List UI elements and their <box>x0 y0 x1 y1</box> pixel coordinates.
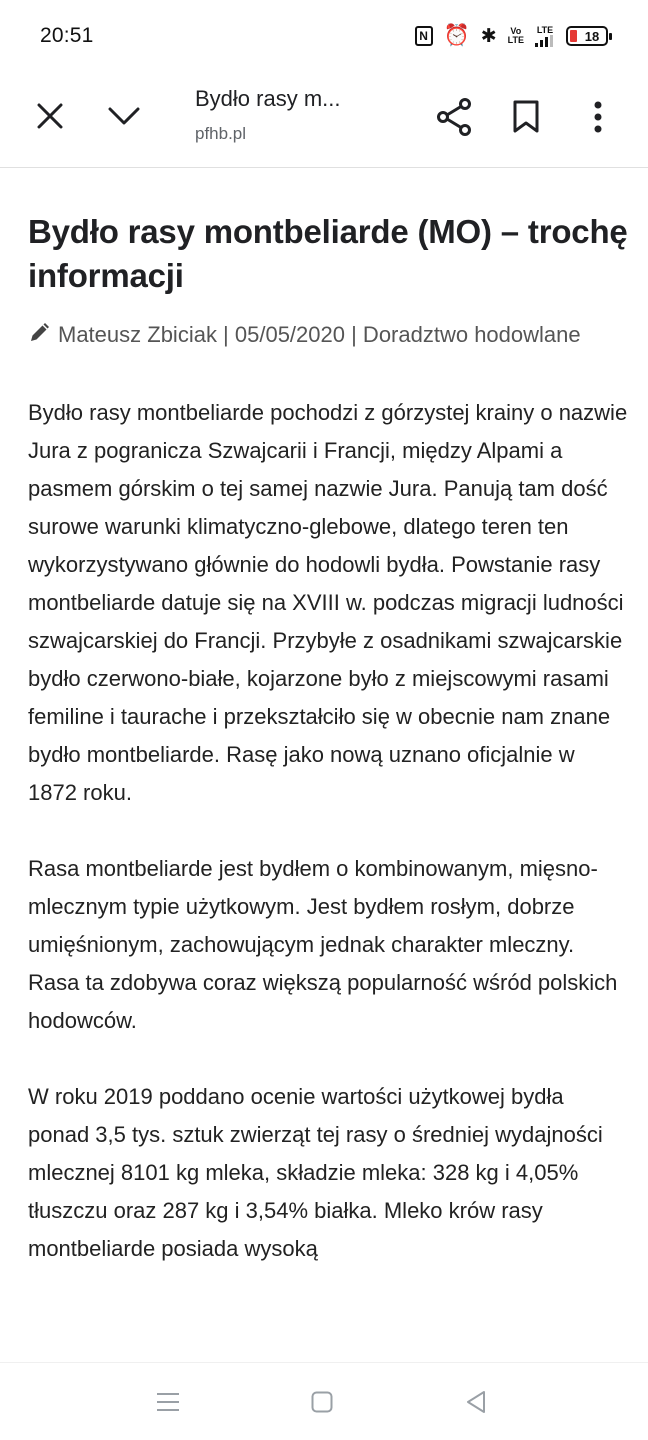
article-paragraph: W roku 2019 poddano ocenie wartości użytkowej bydła ponad 3,5 tys. sztuk zwierząt tej rasy o średniej wydajności mlecznej 8101 kg mleka, składzie mleka: 328 kg i 4,05% tłuszczu oraz 287 kg i 3,54% białka. Mleko krów rasy montbeliarde posiada wysoką <box>28 1084 603 1261</box>
battery-icon <box>566 26 608 46</box>
article-meta-text: Mateusz Zbiciak | 05/05/2020 | Doradztwo hodowlane <box>58 322 581 347</box>
article-headline: Bydło rasy montbeliarde (MO) – trochę informacji <box>28 213 628 294</box>
close-icon <box>36 102 64 130</box>
more-options-button[interactable] <box>576 94 620 140</box>
back-triangle-icon <box>464 1389 488 1415</box>
status-bar <box>0 0 648 72</box>
status-time: 20:51 <box>40 24 94 47</box>
battery-level: 18 <box>584 28 600 44</box>
battery-fill <box>570 30 577 42</box>
volte-label-bottom: LTE <box>507 35 524 45</box>
page-info[interactable] <box>195 86 405 144</box>
article-paragraph: Bydło rasy montbeliarde pochodzi z górzystej krainy o nazwie Jura z pogranicza Szwajcarii i Francji, między Alpami a pasmem górskim o tej samej nazwie Jura. Panują tam dość surowe warunki klimatyczno-glebowe, dlatego teren ten wykorzystywano głównie do hodowli bydła. Powstanie rasy montbeliarde datuje się na XVIII w. podczas migracji ludności szwajcarskiej do Francji. Przybyłe z osadnikami szwajcarskie bydło czerwono-białe, kojarzone było z miejscowymi rasami femiline i taurache i przekształciło się w obecnie nam znane bydło montbeliarde. Rasę jako nową uznano oficjalnie w 1872 roku. <box>28 400 628 805</box>
close-button[interactable] <box>28 94 72 138</box>
share-icon <box>436 98 472 136</box>
volte-icon <box>508 27 524 45</box>
bluetooth-icon: ✱ <box>480 25 497 47</box>
back-button[interactable] <box>456 1385 496 1419</box>
bookmark-button[interactable] <box>504 94 548 140</box>
article-paragraph: Rasa montbeliarde jest bydłem o kombinowanym, mięsno-mlecznym typie użytkowym. Jest bydłem rosłym, dobrze umięśnionym, zachowującym jednak charakter mleczny. Rasa ta zdobywa coraz większą popularność wśród polskich hodowców. <box>28 856 618 1033</box>
pencil-icon <box>28 318 50 356</box>
bookmark-icon <box>512 100 540 134</box>
custom-tab-toolbar <box>0 72 648 168</box>
article-meta <box>28 316 628 356</box>
lte-signal-icon <box>535 26 555 47</box>
recent-apps-button[interactable] <box>148 1385 188 1419</box>
nfc-icon: N <box>415 26 433 46</box>
more-vert-icon <box>593 101 603 133</box>
home-button[interactable] <box>302 1385 342 1419</box>
system-nav-bar <box>0 1362 648 1440</box>
battery-nub <box>609 33 612 40</box>
lte-label: LTE <box>536 24 554 35</box>
menu-lines-icon <box>155 1390 181 1414</box>
minimize-button[interactable] <box>100 94 148 138</box>
share-button[interactable] <box>432 94 476 140</box>
page-domain: pfhb.pl <box>195 124 247 143</box>
volte-label-top: Vo <box>510 26 522 36</box>
alarm-icon: ⏰ <box>443 24 470 47</box>
chevron-down-icon <box>107 106 141 126</box>
article <box>28 210 628 1268</box>
page-title: Bydło rasy m... <box>195 86 341 111</box>
home-square-icon <box>310 1390 334 1414</box>
status-icons <box>415 24 608 48</box>
signal-bars-icon <box>535 35 555 47</box>
